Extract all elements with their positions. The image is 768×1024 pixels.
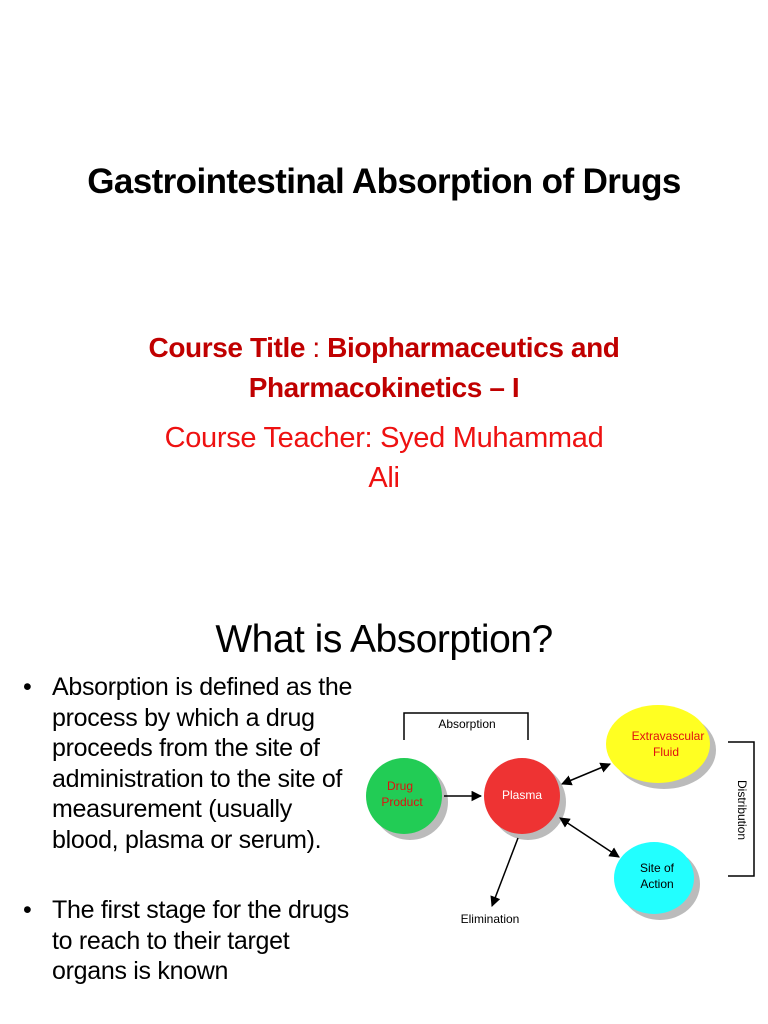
drug-product-label-1: Drug bbox=[386, 779, 414, 793]
arrow-plasma-site-of-action bbox=[560, 818, 619, 857]
slide-title: Gastrointestinal Absorption of Drugs bbox=[87, 162, 681, 201]
bullet-item bbox=[20, 895, 360, 987]
course-title-separator: : bbox=[305, 332, 328, 363]
course-title-value-2: Pharmacokinetics – I bbox=[248, 372, 520, 403]
site-of-action-label-2: Action bbox=[640, 877, 674, 891]
absorption-diagram bbox=[360, 700, 760, 940]
plasma-label: Plasma bbox=[501, 788, 543, 802]
course-teacher-line-1: Course Teacher: Syed Muhammad bbox=[164, 422, 604, 454]
absorption-label: Absorption bbox=[438, 717, 496, 731]
drug-product-label-2: Product bbox=[381, 795, 423, 809]
course-title-value-1: Biopharmaceutics and bbox=[327, 332, 620, 363]
course-title bbox=[84, 328, 684, 408]
section-title: What is Absorption? bbox=[215, 618, 553, 661]
bullet-dot-icon: • bbox=[23, 673, 32, 701]
bullet-text: The first stage for the drugs to reach to their target organs is known bbox=[52, 896, 350, 985]
site-of-action-label-1: Site of bbox=[639, 861, 675, 875]
distribution-label: Distribution bbox=[735, 779, 749, 841]
arrow-plasma-extravascular bbox=[562, 764, 610, 784]
arrow-elimination bbox=[492, 838, 518, 906]
extravascular-fluid-node bbox=[606, 705, 710, 783]
bullet-item bbox=[20, 672, 360, 855]
course-title-label: Course Title bbox=[148, 332, 306, 363]
course-teacher bbox=[84, 418, 684, 498]
course-title-line-1 bbox=[84, 328, 684, 368]
extravascular-label-1: Extravascular bbox=[631, 729, 705, 743]
bullet-dot-icon: • bbox=[23, 896, 32, 924]
extravascular-label-2: Fluid bbox=[652, 745, 680, 759]
elimination-label: Elimination bbox=[460, 912, 520, 926]
bullet-text: Absorption is defined as the process by which a drug proceeds from the site of administration to the site of measurement (usually blood, plasma or serum). bbox=[52, 673, 353, 854]
bullet-list bbox=[20, 672, 360, 987]
course-teacher-line-2: Ali bbox=[368, 462, 400, 494]
